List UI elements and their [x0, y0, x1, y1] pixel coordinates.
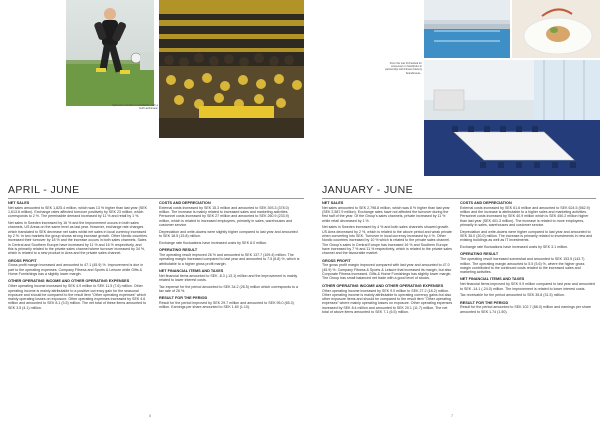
body-paragraph: Depreciation and write-downs were higher compared to last year and amounted to SEK 36.0 (30.0) million. The increase is primarily related to investments in new and existing buildings as well as IT investments. — [460, 229, 593, 243]
right-page-heading: JANUARY - JUNE — [322, 184, 413, 196]
body-paragraph: Tax expense for the period amounted to SEK 34.2 (26.5) million which corresponds to a tax rate of 26 %. — [159, 284, 299, 293]
right-column-1 — [322, 201, 454, 317]
body-paragraph: External costs increased by SEK 15.3 million and amounted to SEK 393.3 (378.0) million. The increase is mainly related to increased sales and marketing activities. Personnel costs increased by SEK 27 million and amounted to SEK 260.9 (233.9) million, which is related to increased employees, primarily in sales, warehouses and customer service. — [159, 205, 293, 228]
body-paragraph: Net financial items improved by SEK 9.9 million compared to last year and amounted to SEK -14.1 (-24.0) million. The improvement is related to lower interest costs. — [460, 282, 595, 291]
right-heading-divider — [322, 198, 596, 199]
section-heading: RESULT FOR THE PERIOD — [460, 300, 509, 305]
body-paragraph: Tax receivable for the period amounted to SEK 35.8 (31.5) million. — [460, 293, 565, 298]
section-heading: OPERATING RESULT — [159, 248, 198, 253]
section-heading: GROSS PROFIT — [322, 258, 351, 263]
body-paragraph: Other operating income increased by SEK 4.9 million to SEK 11.5 (7.6) million. Other operating income is mainly attributable to a positive currency gain for the seasonal exposure and should be compared to the result item "Other operating expenses" which mainly operating losses on exposure. Other operating expenses increased by SEK 4.6 million and amounted to SEK 8.1 (3.5) million. The net total of these items amounted to SEK 3.5 (4.1) million. — [8, 284, 147, 310]
stadium-crowd-photo — [159, 0, 304, 138]
body-paragraph: External costs increased by SEK 61.6 million and amounted to SEK 624.5 (562.9) million and the increase is attributable to a higher sales and marketing activities. Personnel costs increased by SEK 40.9 million which is SEK 450.2 million higher than last year (SEK 401.3 million). The increase is related to more employees, primarily in sales, warehouses and customer service. — [460, 205, 590, 228]
section-heading: NET SALES — [8, 201, 30, 205]
body-paragraph: Exchange rate fluctuations have increased costs by SEK 8.0 million. — [159, 240, 268, 245]
body-paragraph: Other operating income increased by SEK 9.0 million to SEK 27.2 (18.2) million. Other operating income is mainly attributable to operating currency gains but also other exposure items and should be compared to the result item "Other operating expenses" where mainly operating losses on exposure. Other operating expenses increased by SEK 8.4 million and amounted to SEK 20.1 (11.7) million. The net total of above items amounted to SEK 7.1 (6.5) million. — [322, 288, 453, 314]
pool-photo — [424, 0, 510, 58]
left-page-heading: APRIL - JUNE — [8, 184, 80, 196]
body-paragraph: The operating result improved 26 % and amounted to SEK 137.7 (109.4) million. The operating margin increased compared to last year and amounted to 7.5 (6.8) %, which is attributable to a higher gross profit margin. — [159, 252, 300, 266]
body-paragraph: Exchange rate fluctuations have increased costs by SEK 3.1 million. — [460, 245, 569, 250]
section-heading: NET FINANCIAL ITEMS AND TAXES — [460, 277, 525, 282]
right-column-2 — [460, 201, 596, 316]
body-paragraph: Net sales amounted to SEK 1,825.4 million, which was 13 % higher than last year (SEK 1,613.8 million). Exchange rates affected turnover positively by SEK 23 million, which corresponds to 2 %. The permissible demand increased by 11 % and retail by 1 %. — [8, 205, 148, 219]
section-heading: RESULT FOR THE PERIOD — [159, 296, 208, 301]
conference-room-photo — [424, 60, 600, 176]
body-paragraph: The gross profit margin improved compared with last year and amounted to 47.0 (45.9) %. Company Fitness & Sports & Leisure that increased its margin, but also Corporate Fitness increased. Gifts & Home Furnishings has slightly lower margin. The Group has small balanced net trade with a good level of stocks. — [322, 263, 452, 281]
photo-caption-left: Sylvester Graudun in a Hökerfinn with a Golf Larshimann — [112, 104, 158, 111]
section-heading: COSTS AND DEPRECIATION — [460, 201, 512, 205]
body-paragraph: Net sales in Sweden increased by 4 % and both sales channels showed growth. US Area decreased by 2 %, which is related to the above period and weak private when converting into SEK. Turnover in local currency increased by 4 %. Other Nordic countries increased by 10 % which is related to the private sales channel. The Group's sales in Central Europe has increased 16 % and Southern Europe have increased by 7 % and 11 % respectively, which is related to the private sales channel and the favourable market. — [322, 225, 452, 256]
section-heading: OPERATING RESULT — [460, 252, 499, 257]
body-paragraph: Net sales in Sweden increased by 16 % and the improvement occurs in both sales channels. US Areas on the same level as last year. However, exchange rate changes which translated to SEK decrease net sales whilst net sales in local currency increased by 2 %. In two markets the group shows strong increase growth. Other Nordic countries increased their turnover by 18 % and the increase occurs in both sales channels. Sales in Central and Southern Europe have increased by 11 % and 16 % respectively, and this is primarily related to the private sales channel where turnover increased by 34 %, which is related to a new product in Area and the private sales channel. — [8, 221, 148, 256]
body-paragraph: Net financial items amounted to SEK -8.3 (-13.1) million and the improvement is mainly related to lower interest costs. — [159, 273, 298, 283]
section-heading: OTHER OPERATING INCOME AND OTHER OPERATING EXPENSES — [322, 283, 444, 288]
right-page-number: 7 — [451, 414, 453, 418]
photo-caption-right: From the Get Fit Festival for consumers in Stockholm in partnership with Fitness Factory Scandinavia... — [385, 62, 422, 75]
left-heading-divider — [8, 198, 304, 199]
body-paragraph: Result for the period amounted to SEK 102.7 (88.0) million and earnings per share amounted to SEK 1.74 (1.50). — [460, 305, 592, 314]
section-heading: OTHER OPERATING INCOME AND OTHER OPERATING EXPENSES — [8, 279, 130, 284]
section-heading: COSTS AND DEPRECIATION — [159, 201, 211, 205]
section-heading: GROSS PROFIT — [8, 258, 37, 263]
section-heading: NET SALES — [322, 201, 344, 205]
left-column-2 — [159, 201, 301, 312]
body-paragraph: Depreciation and write-downs were slightly higher compared to last year and amounted to SEK 18.5 (15.8) million. — [159, 229, 298, 239]
body-paragraph: Net sales amounted to SEK 2,798.8 million, which was 8 % higher than last year (SEK 2,587.9 million). Exchange rates have not affected the turnover during the first half of the year. Of the Group's sales channels, private increased by 11 % while retail decreased by 1 %. — [322, 205, 450, 223]
left-page-number: 6 — [149, 414, 151, 418]
food-plate-photo — [512, 0, 600, 58]
left-column-1 — [8, 201, 148, 312]
body-paragraph: Result for the period improved by SEK 29.7 million and amounted to SEK 95.0 (65.3) million. Earnings per share amounted to SEK 1.60 (1.10). — [159, 301, 294, 310]
body-paragraph: Gross profit margin increased and amounted to 47.1 (45.9) %. Improvement is due in part to the operating expenses. Company Fitness and Sports & Leisure while Gifts & Home Furnishings has a slightly lower margin. — [8, 263, 144, 277]
football-player-photo — [66, 0, 154, 106]
body-paragraph: The operating result increased somewhat and amounted to SEK 153.5 (143.7) million. The operating margin amounted to 5.5 (5.6) %, where the higher gross margin contributed to the continued costs related to the increased sales and marketing activities. — [460, 257, 585, 275]
section-heading: NET FINANCIAL ITEMS AND TAXES — [159, 268, 224, 273]
